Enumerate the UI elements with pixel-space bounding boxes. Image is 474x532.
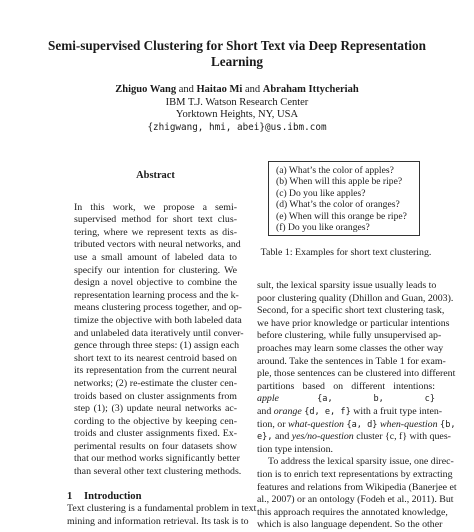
right-paragraph-1-line: Second, for a specific short text clustering task, [257, 305, 445, 317]
and-word: and [257, 405, 272, 417]
paper-title-line-2: Learning [210, 54, 264, 69]
abstract-line: tributed vectors with neural networks, and [74, 239, 241, 251]
right-paragraph-1-line: partitions based on different intentions: [257, 380, 435, 392]
abstract-line: networks; (2) re-estimate the cluster cen- [74, 377, 237, 389]
author-and-1: and [178, 84, 194, 95]
abstract-line: troids based on cluster assignments from [74, 390, 237, 402]
author-block [0, 84, 474, 134]
table-1-item: (a) What’s the color of apples? [276, 165, 394, 176]
apple-term: apple [257, 393, 279, 405]
table-1-box [268, 161, 420, 236]
abstract-line: and unlabeled data iteratively until conver- [74, 327, 244, 339]
introduction-line: mining and information retrieval. Its task is to [67, 515, 249, 527]
right-paragraph-2-line: this approach requires the annotated knowledge, [257, 506, 448, 518]
section-title: Introduction [84, 490, 142, 502]
author-3: Abraham Ittycheriah [262, 84, 359, 95]
abstract-line: gence through three steps: (1) assign each [74, 340, 240, 352]
abstract-line: perimental results on four datasets show [74, 440, 237, 452]
abstract-line: specify our intention for clustering. We [74, 264, 237, 276]
abstract-line: supervised method for short text clus- [74, 214, 237, 226]
set-abc: {a, b, c} [317, 394, 435, 405]
abstract-line: than several other text clustering methods. [74, 466, 242, 478]
table-1-item: (c) Do you like apples? [276, 187, 366, 199]
right-line-intentions-5: tion type intension. [257, 443, 333, 455]
right-line-intentions-3 [257, 418, 456, 432]
right-paragraph-2-line: which is also language dependent. So the other [257, 519, 443, 531]
abstract-line: troids and cluster assignments fixed. Ex- [74, 428, 237, 440]
right-line-intentions-4 [257, 431, 451, 444]
paper-title [0, 38, 474, 70]
set-be: {b, [440, 419, 456, 430]
abstract-line: tering, where we represent texts as dis- [74, 226, 237, 238]
table-1-item: (d) What’s the color of oranges? [276, 199, 400, 211]
author-2: Haitao Mi [196, 84, 243, 95]
abstract-line: cording to the objective by keeping cen- [74, 415, 237, 427]
set-def: {d, e, f} [304, 406, 351, 417]
abstract-line: its representation from the current neural [74, 365, 237, 377]
right-paragraph-1-line: proaches may learn some classes the other way [257, 343, 444, 354]
right-paragraph-2-line: To address the lexical sparsity issue, one direc- [268, 456, 454, 468]
cluster-cf-text: cluster {c, f} with ques- [356, 431, 451, 443]
abstract-line: representation learning process and the k- [74, 289, 239, 301]
orange-term: orange [273, 405, 302, 417]
right-paragraph-1-line: we have prior knowledge or particular intentions [257, 317, 450, 329]
author-names [0, 84, 474, 97]
yes-no-question-term: yes/no-question [291, 431, 354, 443]
abstract-line: use a small amount of labeled data to [74, 251, 237, 263]
table-1-item: (f) Do you like oranges? [276, 222, 370, 234]
right-column [257, 161, 457, 532]
left-column [67, 170, 257, 528]
location: Yorktown Heights, NY, USA [175, 109, 299, 120]
abstract-line: timize the objective with both labeled data [74, 314, 242, 326]
section-number: 1 [67, 490, 73, 502]
set-ad: {a, d} [346, 419, 378, 430]
table-1-caption: Table 1: Examples for short text clustering. [260, 247, 432, 259]
abstract-heading: Abstract [136, 170, 175, 181]
table-1-item: (b) When will this apple be ripe? [276, 176, 403, 188]
abstract-line: In this work, we propose a semi- [74, 201, 237, 213]
tion-or: tion, or [257, 418, 286, 430]
abstract-body [67, 202, 244, 479]
and-word-2: and [275, 431, 290, 443]
abstract-line: step (1); (3) update neural networks ac- [74, 403, 237, 415]
abstract-line: design a novel objective to combine the [74, 277, 237, 289]
right-paragraph-1 [257, 280, 456, 393]
author-emails: {zhigwang, hmi, abei}@us.ibm.com [147, 121, 327, 133]
right-paragraph-1-line: poor clustering quality (Dhillon and Guan, 2003). [257, 292, 454, 304]
introduction-body [67, 503, 257, 528]
when-question-term: when-question [379, 418, 438, 430]
right-paragraph-2-line: al., 2007) or an ontology (Fodeh et al., 2011). But [257, 494, 454, 506]
table-1-item: (e) When will this orange be ripe? [276, 210, 407, 222]
right-paragraph-2-line: tion is to enrich text representations by extracting [257, 468, 453, 480]
author-and-2: and [244, 84, 261, 95]
right-paragraph-2-line: features and relations from Wikipedia (Banerjee et [257, 481, 457, 493]
right-paragraph-1-line: sult, the lexical sparsity issue usually leads to [257, 280, 437, 292]
introduction-line: Text clustering is a fundamental problem in text [67, 503, 257, 515]
right-line-intentions-2 [257, 405, 443, 419]
set-e-part: e}, [257, 432, 273, 443]
right-paragraph-2 [257, 456, 457, 532]
fruit-type-text: with a fruit type inten- [353, 405, 443, 417]
paper-title-line-1: Semi-supervised Clustering for Short Text via Deep Representation [48, 38, 426, 53]
abstract-line: means clustering process together, and op- [74, 302, 242, 314]
right-line-intentions-1 [257, 393, 435, 406]
author-1: Zhiguo Wang [115, 84, 177, 95]
abstract-line: that our method works significantly better [74, 453, 240, 465]
right-paragraph-1-line: before clustering, while fully unsupervised ap- [257, 330, 442, 342]
right-paragraph-1-line: around. Take the sentences in Table 1 for exam- [257, 355, 446, 367]
what-question-term: what-question [288, 418, 344, 430]
right-paragraph-1-line: ple, those sentences can be clustered into different [257, 368, 456, 380]
affiliation: IBM T.J. Watson Research Center [165, 96, 309, 108]
abstract-line: short text to its nearest centroid based on [74, 352, 237, 364]
section-heading-introduction [67, 491, 244, 504]
